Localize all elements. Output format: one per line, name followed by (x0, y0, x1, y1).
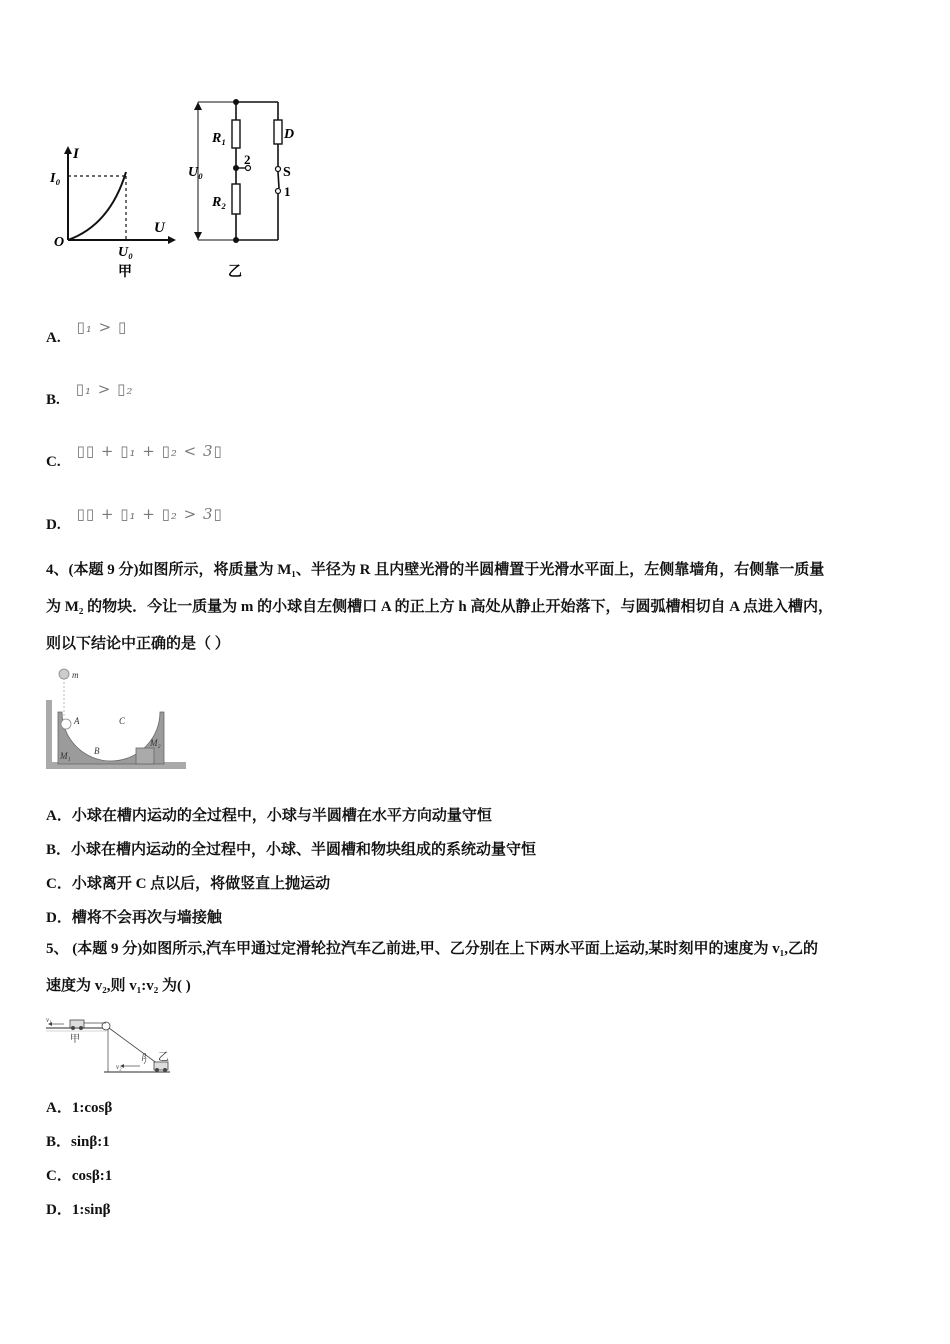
trough-b-label: B (94, 746, 100, 756)
circuit-s-label: S (283, 165, 291, 180)
option-formula: ▯▯ + ▯₁ + ▯₂ < 3▯ (76, 442, 223, 460)
circuit-node1-label: 1 (284, 184, 291, 199)
circuit-caption: 乙 (228, 264, 242, 280)
trough-c-label: C (119, 716, 126, 726)
q5-option-b[interactable]: B．sinβ:1 (46, 1134, 110, 1150)
graph-caption: 甲 (118, 264, 132, 280)
pulley-cars-figure (44, 1012, 174, 1082)
half-cylinder-trough-figure (44, 666, 189, 776)
v2-label: v₂ (116, 1063, 122, 1071)
beta-label: β (142, 1052, 146, 1061)
trough-m1-label: M₁ (60, 751, 71, 761)
option-letter: A. (46, 330, 61, 346)
q4-line-1: 4、(本题 9 分)如图所示，将质量为 M₁、半径为 R 且内壁光滑的半圆槽置于光滑水平面上，左侧靠墙角，右侧靠一质量 (46, 562, 825, 578)
q4-option-d[interactable]: D．槽将不会再次与墙接触 (46, 910, 222, 926)
q4-line-2: 为 M₂ 的物块．今让一质量为 m 的小球自左侧槽口 A 的正上方 h 高处从静止开始落下，与圆弧槽相切自 A 点进入槽内， (46, 599, 834, 615)
circuit-node2-label: 2 (244, 152, 251, 167)
q5-option-a[interactable]: A．1:cosβ (46, 1100, 113, 1116)
option-formula: ▯₁ > ▯₂ (75, 380, 134, 398)
iu-graph-figure (40, 140, 180, 280)
graph-x-axis-label: U (154, 220, 165, 236)
q5-option-c[interactable]: C．cosβ:1 (46, 1168, 113, 1184)
graph-u0-label: U₀ (118, 245, 133, 260)
graph-y-axis-label: I (73, 146, 79, 162)
v1-label: v₁ (46, 1016, 52, 1024)
circuit-u0-label: U₀ (188, 165, 203, 180)
circuit-r1-label: R₁ (212, 131, 227, 146)
circuit-d-label: D (284, 127, 295, 142)
circuit-r2-label: R₂ (212, 195, 227, 210)
trough-m2-label: M₂ (150, 738, 161, 748)
trough-a-label: A (74, 716, 80, 726)
q4-option-c[interactable]: C．小球离开 C 点以后，将做竖直上抛运动 (46, 876, 331, 892)
graph-origin-label: O (54, 235, 65, 250)
q4-question (46, 552, 916, 663)
car-jia-label: 甲 (70, 1034, 80, 1045)
option-formula: ▯▯ + ▯₁ + ▯₂ > 3▯ (76, 505, 223, 523)
q3-option-d[interactable] (46, 505, 223, 533)
q4-option-a[interactable]: A．小球在槽内运动的全过程中，小球与半圆槽在水平方向动量守恒 (46, 808, 492, 824)
option-formula: ▯₁ > ▯ (76, 318, 128, 336)
q3-option-c[interactable] (46, 442, 223, 470)
car-yi-label: 乙 (158, 1050, 169, 1063)
q5-line-1: 5、 (本题 9 分)如图所示,汽车甲通过定滑轮拉汽车乙前进,甲、乙分别在上下两水平面上运动,某时刻甲的速度为 v₁,乙的 (46, 941, 818, 957)
q4-line-3: 则以下结论中正确的是（ ） (46, 636, 230, 652)
q5-question (46, 931, 916, 1005)
q3-option-a[interactable] (46, 318, 128, 346)
option-letter: C. (46, 454, 61, 470)
trough-m-label: m (72, 670, 79, 680)
graph-i0-label: I₀ (50, 171, 61, 186)
option-letter: B. (46, 392, 60, 408)
circuit-figure (180, 92, 320, 282)
q3-option-b[interactable] (46, 380, 134, 408)
q4-option-b[interactable]: B．小球在槽内运动的全过程中，小球、半圆槽和物块组成的系统动量守恒 (46, 842, 537, 858)
q5-line-2: 速度为 v₂,则 v₁:v₂ 为( ) (46, 978, 191, 994)
q5-option-d[interactable]: D．1:sinβ (46, 1202, 111, 1218)
option-letter: D. (46, 517, 61, 533)
